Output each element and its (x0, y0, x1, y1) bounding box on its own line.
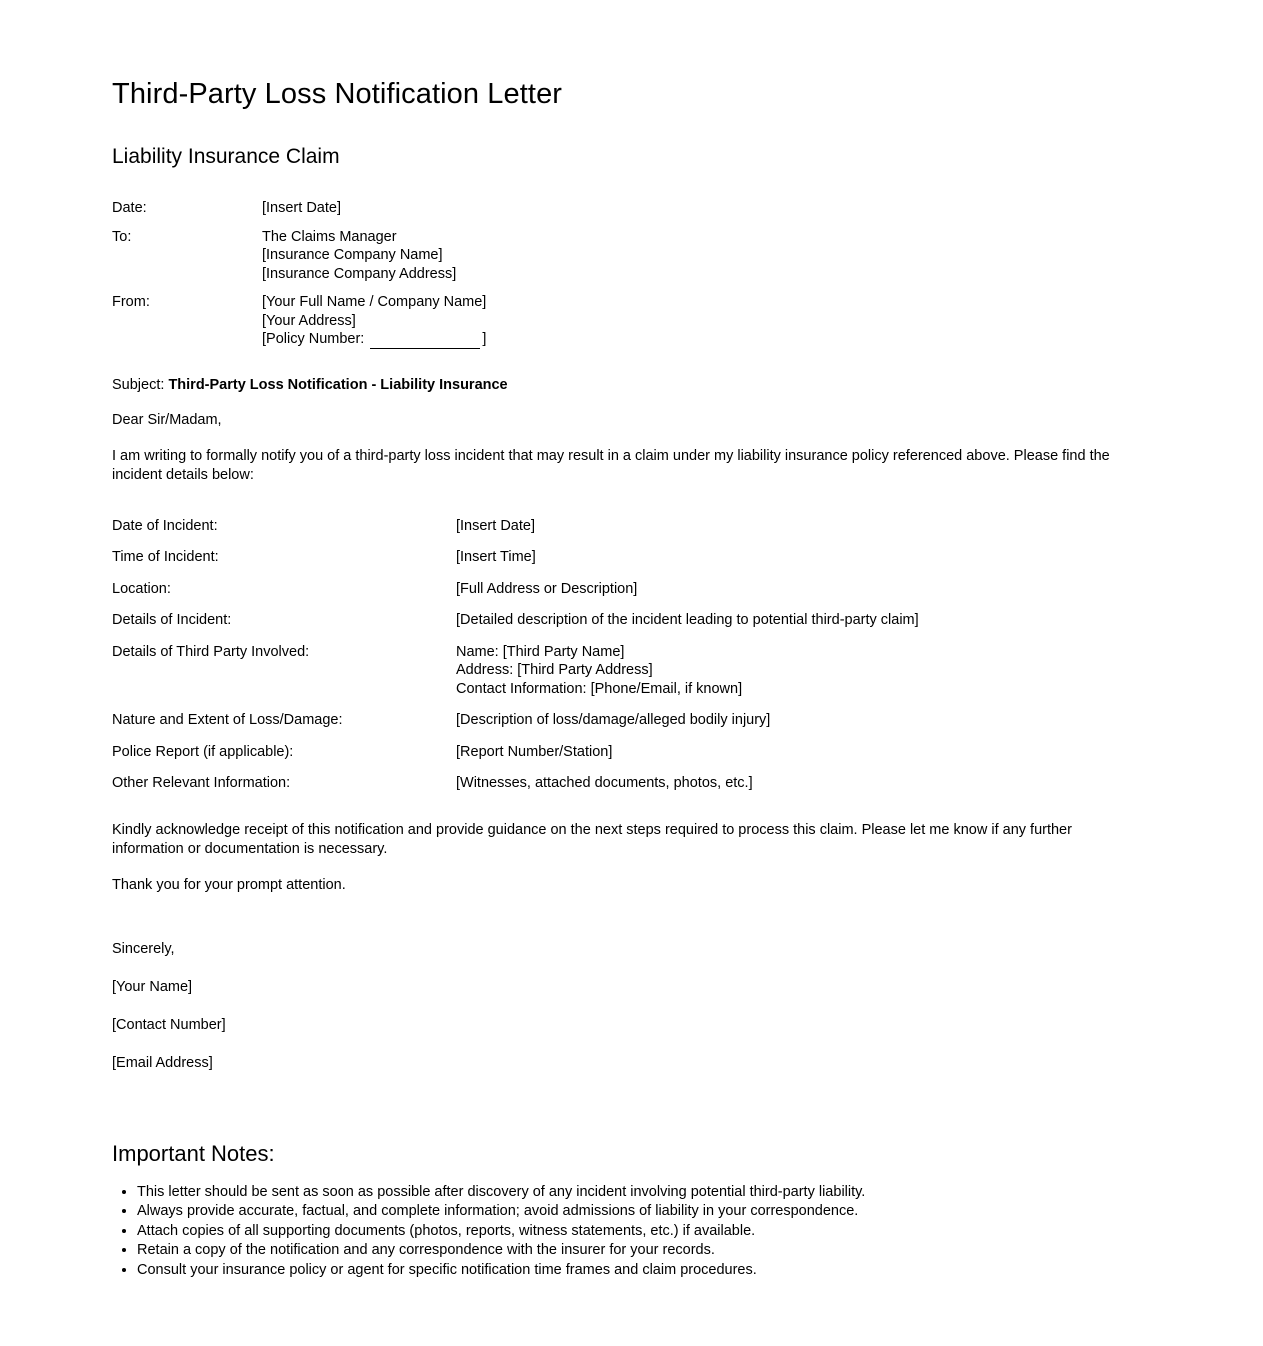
detail-value-line: [Insert Time] (456, 549, 536, 565)
detail-row-location (112, 580, 1153, 599)
detail-value-date-of-incident (456, 517, 1153, 536)
policy-number-suffix: ] (482, 331, 487, 347)
detail-value-police-report (456, 743, 1153, 762)
list-item: • Always provide accurate, factual, and complete information; avoid admissions of liability in your correspondence. (137, 1202, 1153, 1222)
list-item: • Retain a copy of the notification and any correspondence with the insurer for your records. (137, 1241, 1153, 1261)
salutation: Dear Sir/Madam, (112, 411, 222, 428)
list-item: • Attach copies of all supporting documents (photos, reports, witness statements, etc.) if available. (137, 1222, 1153, 1242)
policy-number-prefix: [Policy Number: (262, 331, 369, 347)
subject-label: Subject: (112, 376, 165, 393)
header-field-from (112, 293, 1153, 349)
detail-label-third-party: Details of Third Party Involved: (112, 643, 310, 660)
detail-label-nature-extent-loss: Nature and Extent of Loss/Damage: (112, 712, 343, 728)
header-field-to (112, 228, 1153, 284)
detail-value-third-party (456, 643, 1153, 699)
signature-email-address: [Email Address] (112, 1054, 213, 1071)
page-title: Third-Party Loss Notification Letter (112, 78, 563, 110)
signature-name: [Your Name] (112, 978, 193, 995)
detail-row-other-information (112, 774, 1153, 793)
detail-value-line: [Witnesses, attached documents, photos, etc.] (456, 775, 753, 791)
subject-line (112, 377, 1153, 393)
thanks-paragraph: Thank you for your prompt attention. (112, 876, 346, 893)
detail-label-date-of-incident: Date of Incident: (112, 517, 218, 534)
detail-row-third-party (112, 643, 1153, 699)
detail-value-line-address: Address: [Third Party Address] (456, 662, 653, 678)
detail-value-other-information (456, 774, 1153, 793)
detail-value-location (456, 580, 1153, 599)
detail-value-line: [Insert Date] (456, 517, 535, 534)
important-notes-title: Important Notes: (112, 1140, 275, 1166)
detail-label-details-of-incident: Details of Incident: (112, 612, 232, 628)
intro-paragraph: I am writing to formally notify you of a third-party loss incident that may result in a claim under my liability insurance policy referenced above. Please find the incident details below: (112, 447, 1110, 483)
detail-label-police-report: Police Report (if applicable): (112, 743, 294, 760)
detail-value-line: [Full Address or Description] (456, 580, 638, 597)
signature-contact-number: [Contact Number] (112, 1016, 226, 1033)
important-notes-list (112, 1183, 1153, 1281)
header-field-to-line-1: The Claims Manager (262, 228, 397, 245)
letter-header-fields (112, 199, 1153, 349)
header-field-to-label: To: (112, 228, 132, 245)
detail-row-police-report (112, 743, 1153, 762)
list-item: • This letter should be sent as soon as possible after discovery of any incident involving potential third-party liability. (137, 1183, 1153, 1203)
detail-label-location: Location: (112, 580, 171, 597)
detail-value-line-contact: Contact Information: [Phone/Email, if known] (456, 680, 743, 697)
detail-label-time-of-incident: Time of Incident: (112, 549, 219, 565)
detail-value-line-name: Name: [Third Party Name] (456, 643, 625, 660)
header-field-to-line-2: [Insurance Company Name] (262, 247, 443, 263)
detail-value-nature-extent-loss (456, 711, 1153, 730)
detail-row-time-of-incident (112, 548, 1153, 567)
header-field-from-line-1: [Your Full Name / Company Name] (262, 294, 487, 310)
detail-label-other-information: Other Relevant Information: (112, 775, 291, 791)
policy-number-line (262, 330, 1153, 349)
header-field-from-value (262, 293, 1153, 349)
subject-value: Third-Party Loss Notification - Liability Insurance (168, 376, 508, 393)
header-field-date-line-1: [Insert Date] (262, 200, 341, 216)
signature-sincerely: Sincerely, (112, 940, 175, 957)
detail-value-line: [Report Number/Station] (456, 743, 613, 760)
header-field-to-line-3: [Insurance Company Address] (262, 265, 457, 282)
detail-row-date-of-incident (112, 517, 1153, 536)
policy-number-blank-field[interactable] (370, 336, 480, 349)
detail-value-details-of-incident (456, 611, 1153, 630)
page-subtitle: Liability Insurance Claim (112, 145, 340, 168)
header-field-to-value (262, 228, 1153, 284)
header-field-date-label: Date: (112, 200, 147, 216)
detail-row-details-of-incident (112, 611, 1153, 630)
closing-paragraph: Kindly acknowledge receipt of this notification and provide guidance on the next steps required to process this claim. Please let me know if any further information or documentation is necessary. (112, 821, 1072, 857)
header-field-date-value (262, 199, 1153, 218)
header-field-from-label: From: (112, 294, 150, 310)
signature-block (112, 941, 1153, 1071)
detail-row-nature-extent-loss (112, 711, 1153, 730)
incident-details-table (112, 517, 1153, 793)
detail-value-line: [Detailed description of the incident leading to potential third-party claim] (456, 612, 919, 628)
header-field-date (112, 199, 1153, 218)
detail-value-line: [Description of loss/damage/alleged bodily injury] (456, 712, 771, 728)
list-item: • Consult your insurance policy or agent for specific notification time frames and claim procedures. (137, 1261, 1153, 1281)
detail-value-time-of-incident (456, 548, 1153, 567)
header-field-from-line-2: [Your Address] (262, 312, 356, 329)
